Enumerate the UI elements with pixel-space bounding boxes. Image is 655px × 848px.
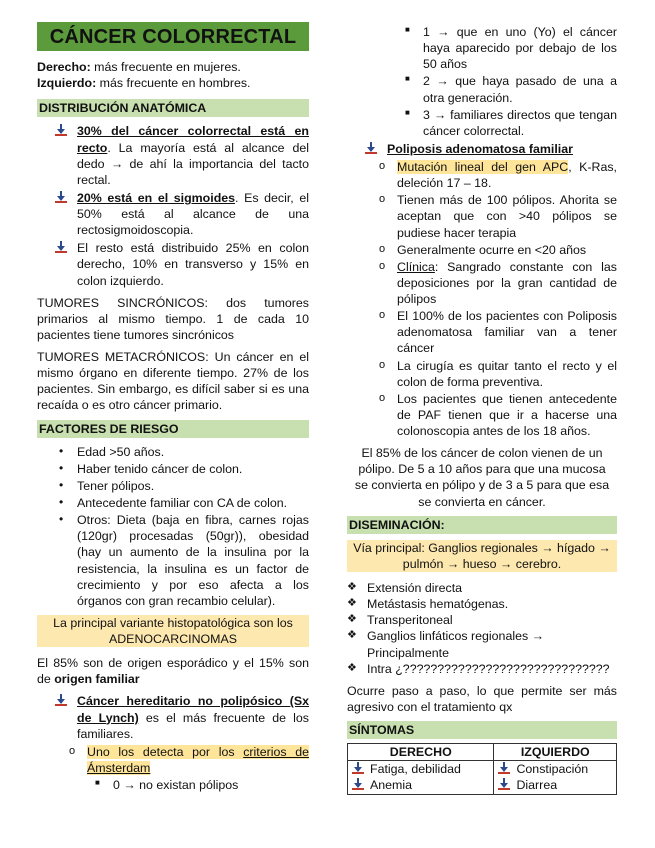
variante-highlight [37,615,309,647]
list-item: • Otros: Dieta (baja en fibra, carnes rojas (120gr) procesadas (50gr)), obesidad (hay un aumento de la insulina por la resistencia, la insulina es un factor de crecimiento y por eso afecta a los órganos con gran recambio celular). [59,512,309,608]
via-principal-highlight: Vía principal: Ganglios regionales → hígado → pulmón → hueso → cerebro. [347,540,617,572]
list-item: • Edad >50 años. [59,443,165,459]
circle-bullet-icon: o [69,744,76,757]
right-column [347,24,617,795]
diamond-bullet-icon: ❖ [347,581,357,593]
left-column [37,22,309,799]
list-item: o Mutación lineal del gen APC, K-Ras, deleción 17 – 18. [379,160,617,191]
list-item: ■ 0 → no existan pólipos [95,778,239,792]
list-item: o La cirugía es quitar tanto el recto y el colon de forma preventiva. [379,358,617,389]
list-item: Poliposis adenomatosa familiar [347,141,617,157]
list-item: o Los pacientes que tienen antecedente de PAF tienen que ir a hacerse una colonoscopia antes de los 18 años. [379,391,617,438]
square-bullet-icon: ■ [405,107,410,117]
table-header-row [348,744,617,761]
column-header-izquierdo: IZQUIERDO [494,744,617,761]
table-cell-izquierdo: Constipación Diarrea [494,761,617,794]
square-bullet-icon: ■ [405,25,410,34]
origen-paragraph: El 85% son de origen esporádico y el 15% son de origen familiar [37,656,309,687]
diamond-bullet-icon: ❖ [347,629,357,642]
list-item: El resto está distribuido 25% en colon derecho, 10% en transverso y 15% en colon izquierdo. [37,240,309,288]
arrow-bullet-icon [352,762,364,774]
variante-line2: ADENOCARCINOMAS [108,632,238,646]
section-heading-sintomas: SÍNTOMAS [347,721,617,739]
list-item: ❖ Ganglios linfáticos regionales → Principalmente [347,629,545,660]
table-cell-derecho: Fatiga, debilidad Anemia [348,761,494,794]
circle-bullet-icon: o [379,309,386,322]
list-item: 30% del cáncer colorrectal está en recto. La mayoría está al alcance del dedo → de ahí la importancia del tacto rectal. [37,123,309,188]
table-row [348,761,617,794]
distribucion-list [37,123,309,288]
dot-bullet-icon: • [59,477,64,492]
list-item: Cáncer hereditario no polipósico (Sx de Lynch) es el más frecuente de los familiares. [37,693,309,741]
list-item: ■ 2 → que haya pasado de una a otra generación. [405,74,617,105]
dot-bullet-icon: • [59,495,64,509]
list-item: ❖ Transperitoneal [347,613,453,628]
square-bullet-icon: ■ [405,74,410,84]
dot-bullet-icon: • [59,460,64,475]
list-item: o Generalmente ocurre en <20 años [379,242,587,257]
arrow-bullet-icon [55,124,67,136]
derecho-label: Derecho: [37,60,91,74]
sincronicos-paragraph: TUMORES SINCRÓNICOS: dos tumores primarios al mismo tiempo. 1 de cada 10 pacientes tiene tumores sincrónicos [37,295,309,342]
arrow-bullet-icon [55,694,67,706]
diamond-bullet-icon: ❖ [347,613,357,626]
diamond-bullet-icon: ❖ [347,597,357,610]
list-item: • Antecedente familiar con CA de colon. [59,495,288,510]
list-item: o Tienen más de 100 pólipos. Ahorita se aceptan que con >40 pólipos se pudiese hacer terapia [379,193,617,240]
diseminacion-list [347,580,617,677]
section-heading-factores: FACTORES DE RIESGO [37,420,309,438]
arrow-bullet-icon [365,142,377,154]
factores-list [37,444,309,609]
lynch-list [37,693,309,741]
square-bullet-icon: ■ [95,778,100,787]
page-title: CÁNCER COLORRECTAL [37,22,309,51]
list-item: ❖ Extensión directa [347,581,463,595]
dot-bullet-icon: • [59,512,64,527]
derecho-text: más frecuente en mujeres. [90,60,241,74]
arrow-bullet-icon [498,762,510,774]
izquierdo-label: Izquierdo: [37,76,97,91]
circle-bullet-icon: o [379,242,386,255]
list-item: ■ 1 → que en uno (Yo) el cáncer haya aparecido por debajo de los 50 años [405,25,617,72]
list-item: • Haber tenido cáncer de colon. [59,460,243,476]
list-item: 20% está en el sigmoides. Es decir, el 50% está al alcance de una rectosigmoidoscopia. [37,190,309,238]
arrow-bullet-icon [55,241,67,253]
list-item: • Tener pólipos. [59,477,155,493]
column-header-derecho: DERECHO [348,744,494,761]
amsterdam-criteria-list [37,777,309,793]
list-item: ❖ Metástasis hematógenas. [347,597,509,612]
arrow-bullet-icon [55,191,67,203]
dot-bullet-icon: • [59,443,64,458]
paf-list [347,141,617,157]
circle-bullet-icon: o [379,160,386,172]
list-item: ■ 3 → familiares directos que tengan cáncer colorrectal. [405,107,617,138]
amsterdam-criteria-list-cont [347,24,617,139]
circle-bullet-icon: o [379,358,386,371]
polipo-note: El 85% de los cáncer de colon vienen de un pólipo. De 5 a 10 años para que una mucosa se convierta en pólipo y de 3 a 5 para que esa se convierta en cáncer. [354,446,610,509]
arrow-bullet-icon [352,778,364,790]
section-heading-diseminacion: DISEMINACIÓN: [347,516,617,534]
metacronicos-paragraph: TUMORES METACRÓNICOS: Un cáncer en el mismo órgano en diferente tiempo. 27% de los pacientes. Sin embargo, es difícil saber si es una recaída o es otro cáncer primario. [37,350,309,413]
list-item: o El 100% de los pacientes con Poliposis adenomatosa familiar van a tener cáncer [379,309,617,356]
circle-bullet-icon: o [379,259,386,272]
arrow-bullet-icon [498,778,510,790]
lynch-sub-list [37,744,309,776]
variante-line1: La principal variante histopatológica son los [53,615,293,630]
frequency-note [37,59,309,91]
izquierdo-text: más frecuente en hombres. [96,76,251,91]
list-item: o Clínica: Sangrado constante con las deposiciones por la gran cantidad de pólipos [379,259,617,306]
paf-sub-list [347,159,617,439]
symptoms-table [347,743,617,794]
list-item: o Uno los detecta por los criterios de Ámsterdam [69,744,309,775]
diamond-bullet-icon: ❖ [347,661,357,674]
circle-bullet-icon: o [379,391,386,404]
section-heading-distribucion: DISTRIBUCIÓN ANATÓMICA [37,99,309,117]
circle-bullet-icon: o [379,193,386,206]
paso-paragraph: Ocurre paso a paso, lo que permite ser más agresivo con el tratamiento qx [347,683,617,714]
list-item: ❖ Intra ¿?????????????????????????????? [347,661,610,676]
